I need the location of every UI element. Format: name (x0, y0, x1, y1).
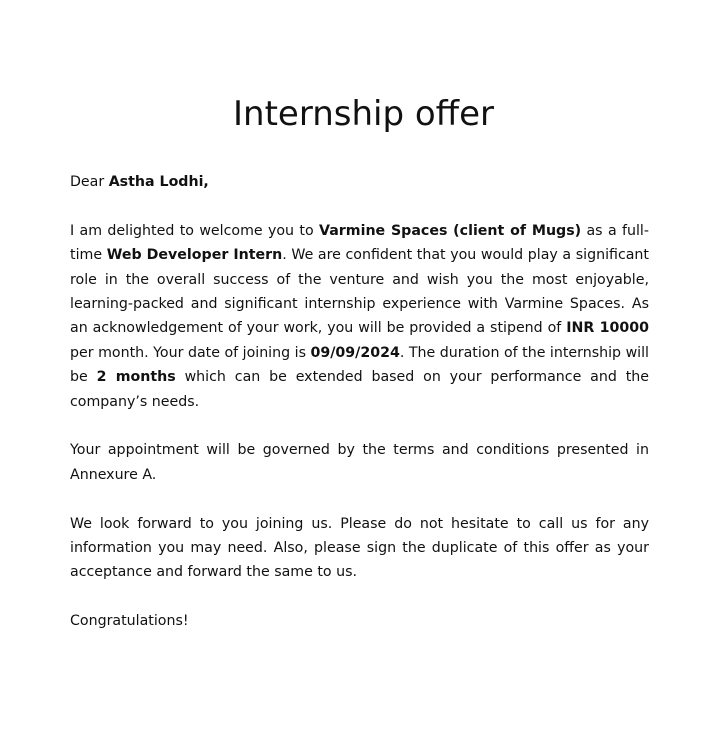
offer-text-3: . We are confident that you would play a significant role in the overall success of the venture and wish you the most enjoyable, learning-packed and significant internship experience with Varmine Spaces. As an acknowledgement of your work, you will be provided a stipend of (70, 247, 649, 337)
offer-text-5: . The duration of the internship will be (70, 344, 650, 386)
salutation-prefix: Dear (70, 174, 109, 190)
document-title: Internship offer (233, 94, 494, 134)
recipient-name: Astha Lodhi, (108, 174, 209, 190)
role-name: Web Developer Intern (106, 247, 283, 264)
salutation (70, 170, 649, 194)
closing-paragraph: We look forward to you joining us. Please do not hesitate to call us for any information you may need. Also, please sign the duplicate of this offer as your acceptance and forward the same to us. (70, 515, 649, 581)
offer-text-2: as a full-time (70, 222, 649, 264)
letter-body (70, 170, 649, 658)
offer-text-6: which can be extended based on your performance and the company’s needs. (70, 369, 649, 410)
congratulations-line: Congratulations! (70, 613, 189, 630)
terms-paragraph: Your appointment will be governed by the terms and conditions presented in Annexure A. (70, 442, 649, 483)
joining-date: 09/09/2024 (310, 344, 400, 361)
company-name: Varmine Spaces (client of Mugs) (319, 222, 582, 239)
internship-duration: 2 months (96, 369, 176, 386)
offer-text-4: per month. Your date of joining is (70, 344, 311, 361)
stipend-amount: INR 10000 (566, 320, 649, 337)
offer-text-1: I am delighted to welcome you to (70, 222, 320, 239)
offer-paragraph (70, 219, 649, 414)
